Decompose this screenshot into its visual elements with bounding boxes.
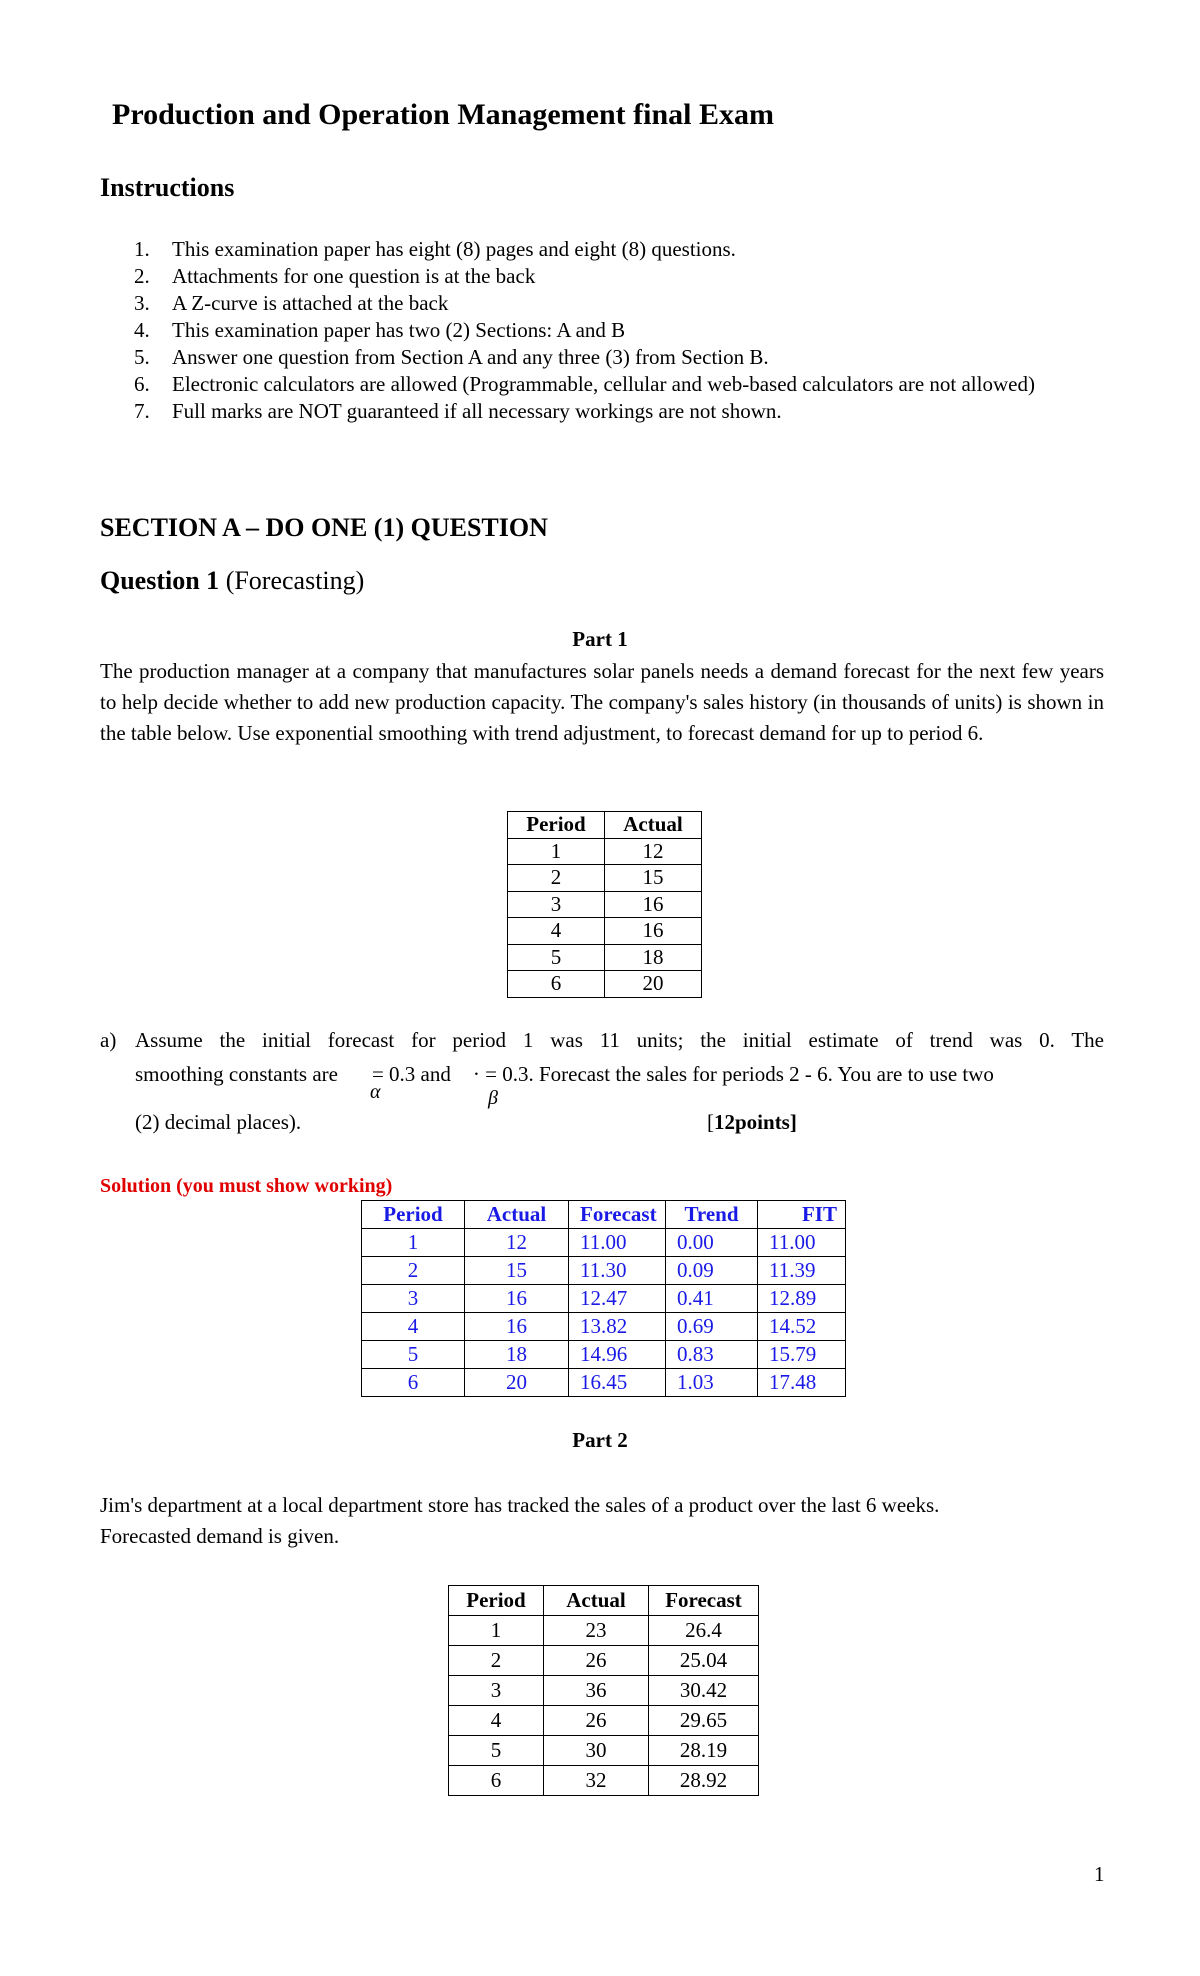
table-cell: 20 bbox=[605, 971, 702, 998]
table-cell: 3 bbox=[508, 891, 605, 918]
instruction-item bbox=[100, 317, 1100, 344]
instruction-item bbox=[100, 398, 1100, 425]
table-cell: 12 bbox=[605, 838, 702, 865]
table-row bbox=[449, 1766, 759, 1796]
part-2-paragraph bbox=[100, 1490, 1110, 1552]
table-cell: 0.41 bbox=[666, 1285, 758, 1313]
column-header: Period bbox=[449, 1586, 544, 1616]
table-cell: 18 bbox=[605, 944, 702, 971]
question-a bbox=[100, 1023, 1104, 1109]
table-cell: 14.52 bbox=[758, 1313, 846, 1341]
table-cell: 6 bbox=[449, 1766, 544, 1796]
question-a-line-3: (2) decimal places). bbox=[135, 1110, 302, 1134]
table-cell: 6 bbox=[508, 971, 605, 998]
table-row bbox=[449, 1676, 759, 1706]
part-2-paragraph-line: Forecasted demand is given. bbox=[100, 1524, 340, 1548]
instruction-number: 3. bbox=[134, 291, 150, 315]
instruction-text: Electronic calculators are allowed (Programmable, cellular and web-based calculators are not allowed) bbox=[172, 372, 1035, 396]
instructions-heading: Instructions bbox=[100, 173, 235, 202]
instruction-item bbox=[100, 290, 1100, 317]
instruction-number: 7. bbox=[134, 399, 150, 423]
table-cell: 5 bbox=[362, 1341, 465, 1369]
table-cell: 16 bbox=[465, 1285, 569, 1313]
table-cell: 5 bbox=[508, 944, 605, 971]
table-row bbox=[508, 838, 702, 865]
table-cell: 4 bbox=[508, 918, 605, 945]
instruction-number: 1. bbox=[134, 237, 150, 261]
part-2-heading: Part 2 bbox=[572, 1428, 628, 1452]
column-header: Actual bbox=[465, 1201, 569, 1229]
exam-title: Production and Operation Management final Exam bbox=[112, 98, 774, 131]
table-cell: 3 bbox=[449, 1676, 544, 1706]
question-a-line-1 bbox=[100, 1023, 1104, 1057]
table-cell: 14.96 bbox=[569, 1341, 666, 1369]
table-cell: 5 bbox=[449, 1736, 544, 1766]
table-cell: 32 bbox=[544, 1766, 649, 1796]
instruction-text: This examination paper has eight (8) pages and eight (8) questions. bbox=[172, 237, 736, 261]
column-header: Period bbox=[508, 812, 605, 839]
beta-symbol: β bbox=[488, 1087, 498, 1109]
column-header: Actual bbox=[544, 1586, 649, 1616]
table-row bbox=[449, 1736, 759, 1766]
instruction-number: 6. bbox=[134, 372, 150, 396]
column-header: Forecast bbox=[649, 1586, 759, 1616]
table-cell: 2 bbox=[362, 1257, 465, 1285]
table-row bbox=[508, 944, 702, 971]
part-1-paragraph: The production manager at a company that manufactures solar panels needs a demand forecast for the next few years to help decide whether to add new production capacity. The company's sales history (in thousands of units) is shown in the table below. Use exponential smoothing with trend adjustment, to forecast demand for up to period 6. bbox=[100, 659, 1104, 745]
table-cell: 18 bbox=[465, 1341, 569, 1369]
table-cell: 28.92 bbox=[649, 1766, 759, 1796]
question-a-text: = 0.3 and bbox=[371, 1062, 451, 1086]
table-row bbox=[449, 1616, 759, 1646]
question-1-heading bbox=[100, 566, 364, 596]
table-cell: 6 bbox=[362, 1369, 465, 1397]
table-row bbox=[508, 865, 702, 892]
table-row bbox=[362, 1313, 846, 1341]
question-a-label: a) bbox=[100, 1028, 117, 1052]
table-cell: 1.03 bbox=[666, 1369, 758, 1397]
table-row bbox=[362, 1229, 846, 1257]
table-cell: 16.45 bbox=[569, 1369, 666, 1397]
table-cell: 1 bbox=[449, 1616, 544, 1646]
solution-table bbox=[361, 1200, 846, 1397]
table-cell: 15.79 bbox=[758, 1341, 846, 1369]
table-cell: 2 bbox=[449, 1646, 544, 1676]
table-cell: 3 bbox=[362, 1285, 465, 1313]
question-a-line-2 bbox=[100, 1057, 1104, 1109]
question-a-text: · = 0.3. Forecast the sales for periods 2 - 6. You are to use two bbox=[472, 1062, 994, 1086]
instruction-text: Attachments for one question is at the back bbox=[172, 264, 536, 288]
table-cell: 16 bbox=[605, 891, 702, 918]
table-cell: 4 bbox=[362, 1313, 465, 1341]
table-row bbox=[362, 1257, 846, 1285]
table-cell: 4 bbox=[449, 1706, 544, 1736]
table-cell: 17.48 bbox=[758, 1369, 846, 1397]
instruction-item bbox=[100, 371, 1100, 398]
table-row bbox=[508, 891, 702, 918]
instruction-text: A Z-curve is attached at the back bbox=[172, 291, 449, 315]
table-cell: 0.00 bbox=[666, 1229, 758, 1257]
instruction-item bbox=[100, 263, 1100, 290]
table-cell: 15 bbox=[465, 1257, 569, 1285]
table-cell: 11.00 bbox=[569, 1229, 666, 1257]
table-row bbox=[362, 1341, 846, 1369]
table-row bbox=[449, 1706, 759, 1736]
question-a-text: Assume the initial forecast for period 1 was 11 units; the initial estimate of trend was 0. The bbox=[135, 1028, 1104, 1052]
table-cell: 29.65 bbox=[649, 1706, 759, 1736]
section-a-heading: SECTION A – DO ONE (1) QUESTION bbox=[100, 513, 548, 542]
instruction-number: 4. bbox=[134, 318, 150, 342]
table-row bbox=[508, 971, 702, 998]
table-cell: 25.04 bbox=[649, 1646, 759, 1676]
question-1-topic: (Forecasting) bbox=[219, 566, 365, 595]
table-cell: 11.00 bbox=[758, 1229, 846, 1257]
instruction-item bbox=[100, 344, 1100, 371]
table-cell: 2 bbox=[508, 865, 605, 892]
instruction-text: Full marks are NOT guaranteed if all necessary workings are not shown. bbox=[172, 399, 782, 423]
marks-value: 12points] bbox=[714, 1110, 797, 1134]
sales-history-table bbox=[507, 811, 702, 998]
table-cell: 12.89 bbox=[758, 1285, 846, 1313]
column-header: Period bbox=[362, 1201, 465, 1229]
table-header-row bbox=[362, 1201, 846, 1229]
part-2-paragraph-line: Jim's department at a local department store has tracked the sales of a product over the last 6 weeks. bbox=[100, 1493, 940, 1517]
table-cell: 26 bbox=[544, 1706, 649, 1736]
table-cell: 0.83 bbox=[666, 1341, 758, 1369]
table-cell: 20 bbox=[465, 1369, 569, 1397]
page-number: 1 bbox=[1094, 1862, 1105, 1886]
table-cell: 30.42 bbox=[649, 1676, 759, 1706]
instructions-list bbox=[100, 236, 1100, 425]
table-cell: 16 bbox=[605, 918, 702, 945]
table-cell: 11.30 bbox=[569, 1257, 666, 1285]
table-header-row bbox=[449, 1586, 759, 1616]
table-cell: 12.47 bbox=[569, 1285, 666, 1313]
instruction-item bbox=[100, 236, 1100, 263]
alpha-symbol: α bbox=[370, 1081, 381, 1103]
demand-forecast-table bbox=[448, 1585, 759, 1796]
table-cell: 26 bbox=[544, 1646, 649, 1676]
table-cell: 1 bbox=[362, 1229, 465, 1257]
table-row bbox=[362, 1369, 846, 1397]
instruction-number: 2. bbox=[134, 264, 150, 288]
table-cell: 26.4 bbox=[649, 1616, 759, 1646]
instruction-text: Answer one question from Section A and any three (3) from Section B. bbox=[172, 345, 769, 369]
column-header: Forecast bbox=[569, 1201, 666, 1229]
table-cell: 11.39 bbox=[758, 1257, 846, 1285]
question-a-text: smoothing constants are bbox=[135, 1062, 338, 1086]
question-1-label: Question 1 bbox=[100, 566, 220, 595]
table-cell: 28.19 bbox=[649, 1736, 759, 1766]
column-header: Trend bbox=[666, 1201, 758, 1229]
part-1-heading: Part 1 bbox=[572, 627, 628, 651]
table-cell: 23 bbox=[544, 1616, 649, 1646]
table-row bbox=[449, 1646, 759, 1676]
solution-label: Solution (you must show working) bbox=[100, 1175, 393, 1197]
table-header-row bbox=[508, 812, 702, 839]
table-cell: 0.69 bbox=[666, 1313, 758, 1341]
table-cell: 15 bbox=[605, 865, 702, 892]
table-row bbox=[508, 918, 702, 945]
table-cell: 0.09 bbox=[666, 1257, 758, 1285]
table-cell: 12 bbox=[465, 1229, 569, 1257]
table-cell: 36 bbox=[544, 1676, 649, 1706]
column-header: FIT bbox=[758, 1201, 846, 1229]
column-header: Actual bbox=[605, 812, 702, 839]
marks-label bbox=[707, 1110, 797, 1135]
table-cell: 16 bbox=[465, 1313, 569, 1341]
instruction-number: 5. bbox=[134, 345, 150, 369]
instruction-text: This examination paper has two (2) Sections: A and B bbox=[172, 318, 626, 342]
table-row bbox=[362, 1285, 846, 1313]
table-cell: 13.82 bbox=[569, 1313, 666, 1341]
table-cell: 1 bbox=[508, 838, 605, 865]
marks-bracket: [ bbox=[707, 1110, 714, 1134]
table-cell: 30 bbox=[544, 1736, 649, 1766]
